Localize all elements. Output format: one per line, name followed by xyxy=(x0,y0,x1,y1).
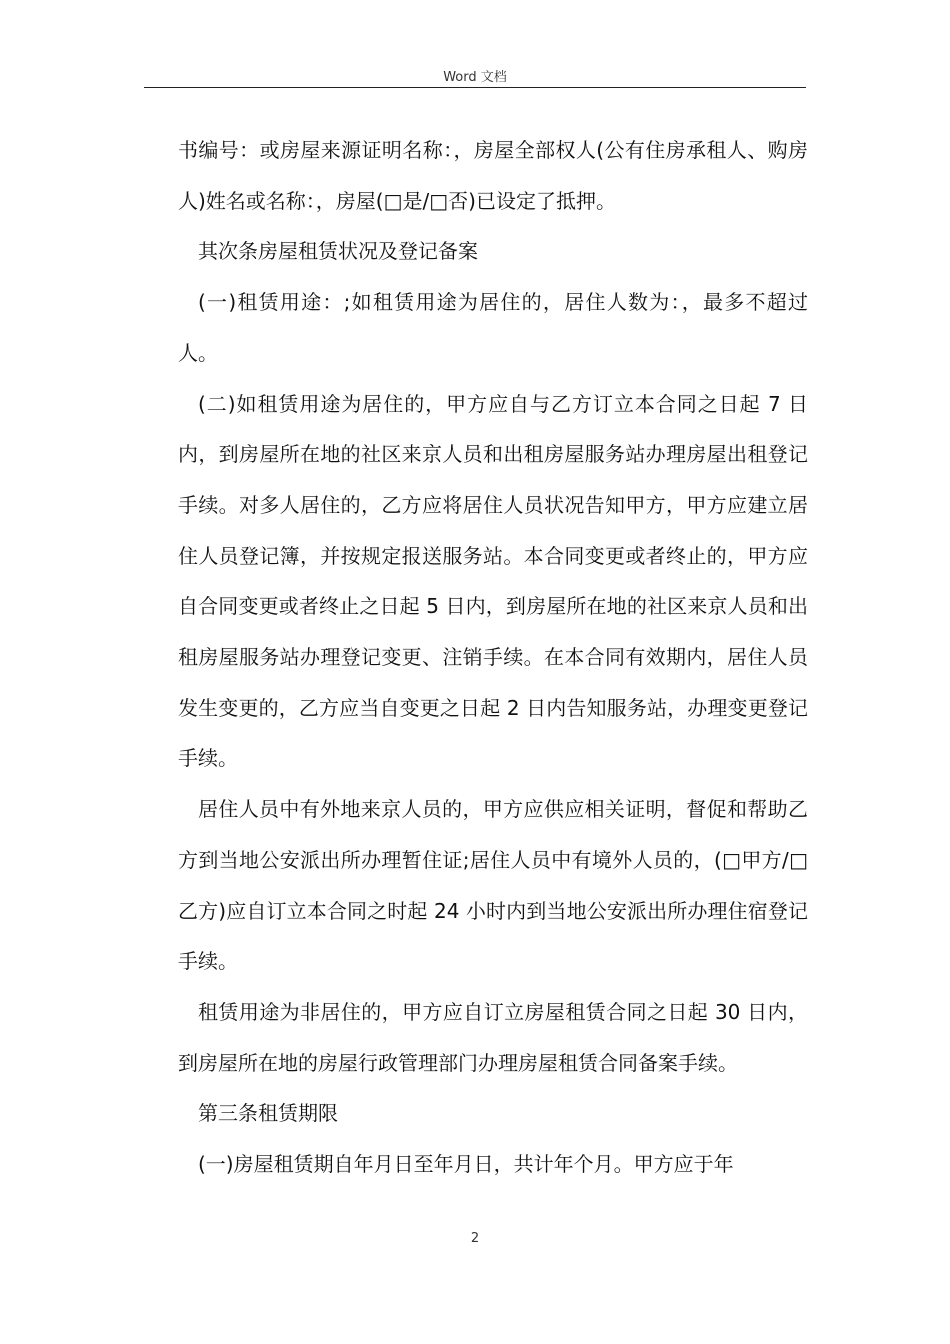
section-heading: 第三条租赁期限 xyxy=(198,1101,338,1126)
paragraph: (一)租赁用途：;如租赁用途为居住的，居住人数为：，最多不超过人。 xyxy=(178,290,808,365)
paragraph: 书编号：或房屋来源证明名称：，房屋全部权人(公有住房承租人、购房人)姓名或名称：，房屋(□是/□否)已设定了抵押。 xyxy=(178,138,808,213)
header-divider xyxy=(144,87,806,88)
document-body xyxy=(178,125,808,1190)
section-heading: 其次条房屋租赁状况及登记备案 xyxy=(198,239,478,264)
page-number: 2 xyxy=(470,1231,480,1246)
paragraph: 租赁用途为非居住的，甲方应自订立房屋租赁合同之日起 30 日内，到房屋所在地的房屋行政管理部门办理房屋租赁合同备案手续。 xyxy=(178,999,808,1075)
page-header: Word 文档 xyxy=(443,70,507,85)
paragraph: 居住人员中有外地来京人员的，甲方应供应相关证明，督促和帮助乙方到当地公安派出所办理暂住证;居住人员中有境外人员的，(□甲方/□乙方)应自订立本合同之时起 24 小时内到当地公安派出所办理住宿登记手续。 xyxy=(178,797,808,974)
paragraph: (二)如租赁用途为居住的，甲方应自与乙方订立本合同之日起 7 日内，到房屋所在地的社区来京人员和出租房屋服务站办理房屋出租登记手续。对多人居住的，乙方应将居住人员状况告知甲方，甲方应建立居住人员登记簿，并按规定报送服务站。本合同变更或者终止的，甲方应自合同变更或者终止之日起 5 日内，到房屋所在地的社区来京人员和出租房屋服务站办理登记变更、注销手续。在本合同有效期内，居住人员发生变更的，乙方应当自变更之日起 2 日内告知服务站，办理变更登记手续。 xyxy=(178,391,808,771)
paragraph: (一)房屋租赁期自年月日至年月日，共计年个月。甲方应于年 xyxy=(198,1152,734,1177)
